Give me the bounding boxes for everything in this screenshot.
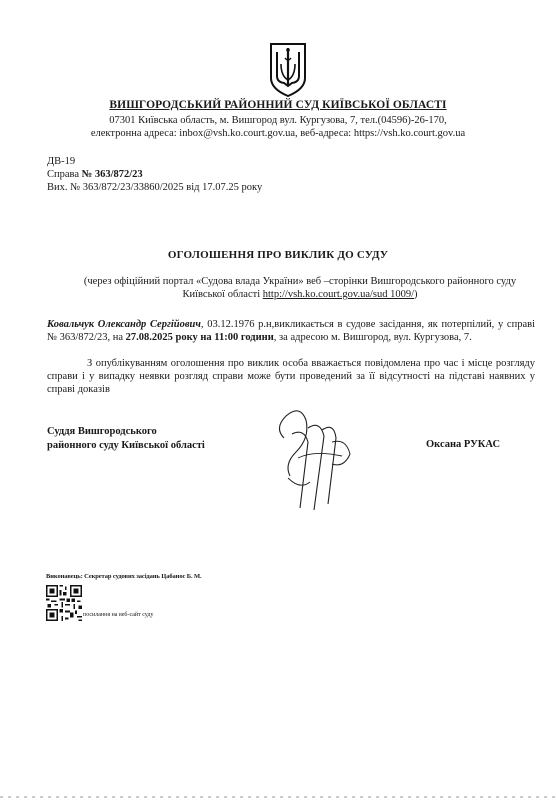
handwritten-signature — [270, 398, 355, 516]
executor-line: Виконавець: Секретар судових засідань Цабанос Б. М. — [46, 573, 202, 580]
notice-paragraph: З опублікуванням оголошення про виклик особа вважається повідомлена про час і місце розгляду справи і у випадку неявки розгляд справи може бути проведений за її відсутності на підставі наявних у справі доказів — [47, 358, 535, 396]
qr-code-icon[interactable] — [46, 585, 82, 621]
summons-text-a: , 03.12.1976 р.н,викликається в судове засідання, як потерпілий, у справі № 363/872/23, на — [47, 319, 535, 344]
summons-paragraph — [47, 318, 535, 344]
document-title: ОГОЛОШЕННЯ ПРО ВИКЛИК ДО СУДУ — [167, 249, 389, 261]
judge-title — [47, 425, 205, 452]
court-address: 07301 Київська область, м. Вишгород вул. Кургузова, 7, тел.(04596)-26-170, — [109, 115, 447, 126]
judge-name: Оксана РУКАС — [426, 439, 501, 450]
outgoing-number: Вих. № 363/872/23/33860/2025 від 17.07.25 року — [47, 182, 263, 193]
publication-note — [70, 275, 530, 301]
document-code: ДВ-19 — [47, 156, 76, 167]
judge-title-line2: районного суду Київської області — [47, 439, 205, 451]
judge-title-line1: Суддя Вишгородського — [47, 426, 157, 437]
ukraine-trident-icon — [268, 42, 308, 98]
case-prefix: Справа — [47, 169, 82, 180]
court-contacts: електронна адреса: inbox@vsh.ko.court.gov.ua, веб-адреса: https://vsh.ko.court.gov.ua — [90, 128, 466, 139]
case-number: № 363/872/23 — [81, 169, 143, 180]
court-link[interactable]: http://vsh.ko.court.gov.ua/sud 1009/ — [262, 289, 415, 300]
person-name: Ковальчук Олександр Сергійович — [47, 319, 201, 330]
scan-artifact-strip — [0, 794, 556, 800]
hearing-datetime: 27.08.2025 року на 11:00 години — [125, 332, 274, 344]
qr-caption: посилання на веб-сайт суду — [83, 612, 154, 618]
court-name: ВИШГОРОДСЬКИЙ РАЙОННИЙ СУД КИЇВСЬКОЇ ОБЛАСТІ — [109, 99, 447, 111]
case-line — [47, 168, 143, 181]
publication-closing: ) — [414, 289, 418, 300]
summons-text-b: , за адресою м. Вишгород, вул. Кургузова, 7. — [273, 332, 472, 344]
publication-text: (через офіційний портал «Судова влада України» веб –сторінки Вишгородського районного суду Київської області — [83, 276, 517, 300]
